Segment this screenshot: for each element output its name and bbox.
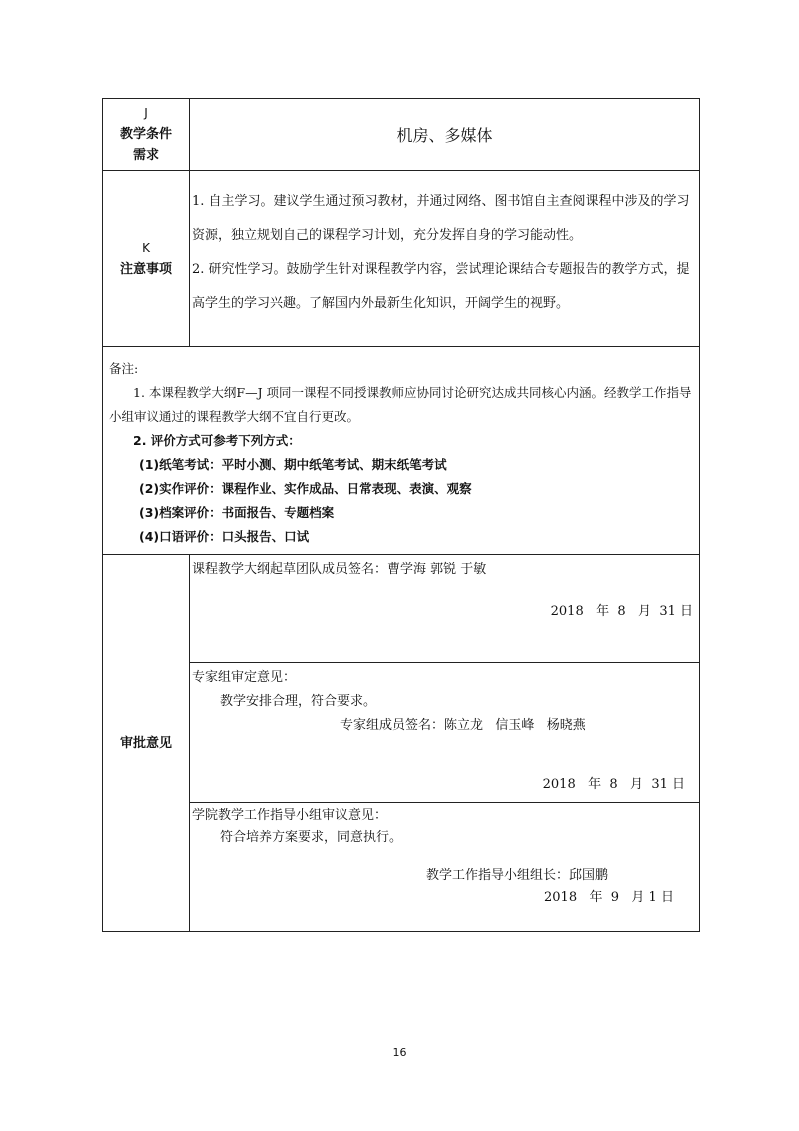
college-date: 2018 年 9 月 1 日 (544, 890, 674, 905)
approval-row-2 (103, 663, 700, 803)
remarks-header: 备注: (109, 361, 139, 376)
conditions-code: J (144, 106, 148, 120)
expert-opinion: 教学安排合理，符合要求。 (220, 694, 377, 709)
college-cell (190, 803, 700, 932)
college-header: 学院教学工作指导小组审议意见： (192, 808, 388, 823)
eval-item-1: (1)纸笔考试：平时小测、期中纸笔考试、期末纸笔考试 (139, 457, 447, 472)
drafting-cell (190, 555, 700, 663)
conditions-label-cell (103, 99, 190, 171)
conditions-row (103, 99, 700, 171)
approval-label: 审批意见 (103, 555, 190, 932)
eval-item-4: (4)口语评价：口头报告、口试 (139, 529, 310, 544)
approval-row-3 (103, 803, 700, 932)
expert-cell (190, 663, 700, 803)
notes-item-2: 2. 研究性学习。鼓励学生针对课程教学内容，尝试理论课结合专题报告的教学方式，提高学生的学习兴趣。了解国内外最新生化知识，开阔学生的视野。 (192, 262, 690, 311)
notes-label-cell (103, 171, 190, 347)
expert-signature: 专家组成员签名：陈立龙 信玉峰 杨晓燕 (340, 718, 586, 733)
remarks-row (103, 347, 700, 555)
eval-item-2: (2)实作评价：课程作业、实作成品、日常表现、表演、观察 (139, 481, 472, 496)
remarks-para-2: 2. 评价方式可参考下列方式： (133, 433, 301, 448)
notes-row (103, 171, 700, 347)
expert-date: 2018 年 8 月 31 日 (542, 777, 685, 792)
college-signature: 教学工作指导小组组长：邱国鹏 (426, 868, 609, 883)
college-opinion: 符合培养方案要求，同意执行。 (220, 830, 403, 845)
drafting-signatures: 课程教学大纲起草团队成员签名：曹学海 郭锐 于敏 (192, 562, 487, 577)
conditions-label-line1: 教学条件 (119, 127, 172, 142)
syllabus-table (102, 98, 700, 932)
conditions-value: 机房、多媒体 (190, 99, 700, 171)
remarks-content (103, 347, 700, 555)
eval-item-3: (3)档案评价：书面报告、专题档案 (139, 505, 335, 520)
remarks-para-1: 1. 本课程教学大纲F—J 项同一课程不同授课教师应协同讨论研究达成共同核心内涵。经教学工作指导小组审议通过的课程教学大纲不宜自行更改。 (109, 385, 692, 424)
approval-row-1 (103, 555, 700, 663)
notes-label: 注意事项 (119, 261, 172, 277)
page-number: 16 (392, 1046, 407, 1059)
drafting-date: 2018 年 8 月 31 日 (550, 604, 693, 619)
notes-code: K (142, 240, 150, 255)
expert-header: 专家组审定意见： (192, 670, 297, 685)
conditions-label-line2: 需求 (132, 148, 159, 163)
notes-content (190, 171, 700, 347)
notes-item-1: 1. 自主学习。建议学生通过预习教材，并通过网络、图书馆自主查阅课程中涉及的学习资源，独立规划自己的课程学习计划，充分发挥自身的学习能动性。 (192, 194, 690, 243)
